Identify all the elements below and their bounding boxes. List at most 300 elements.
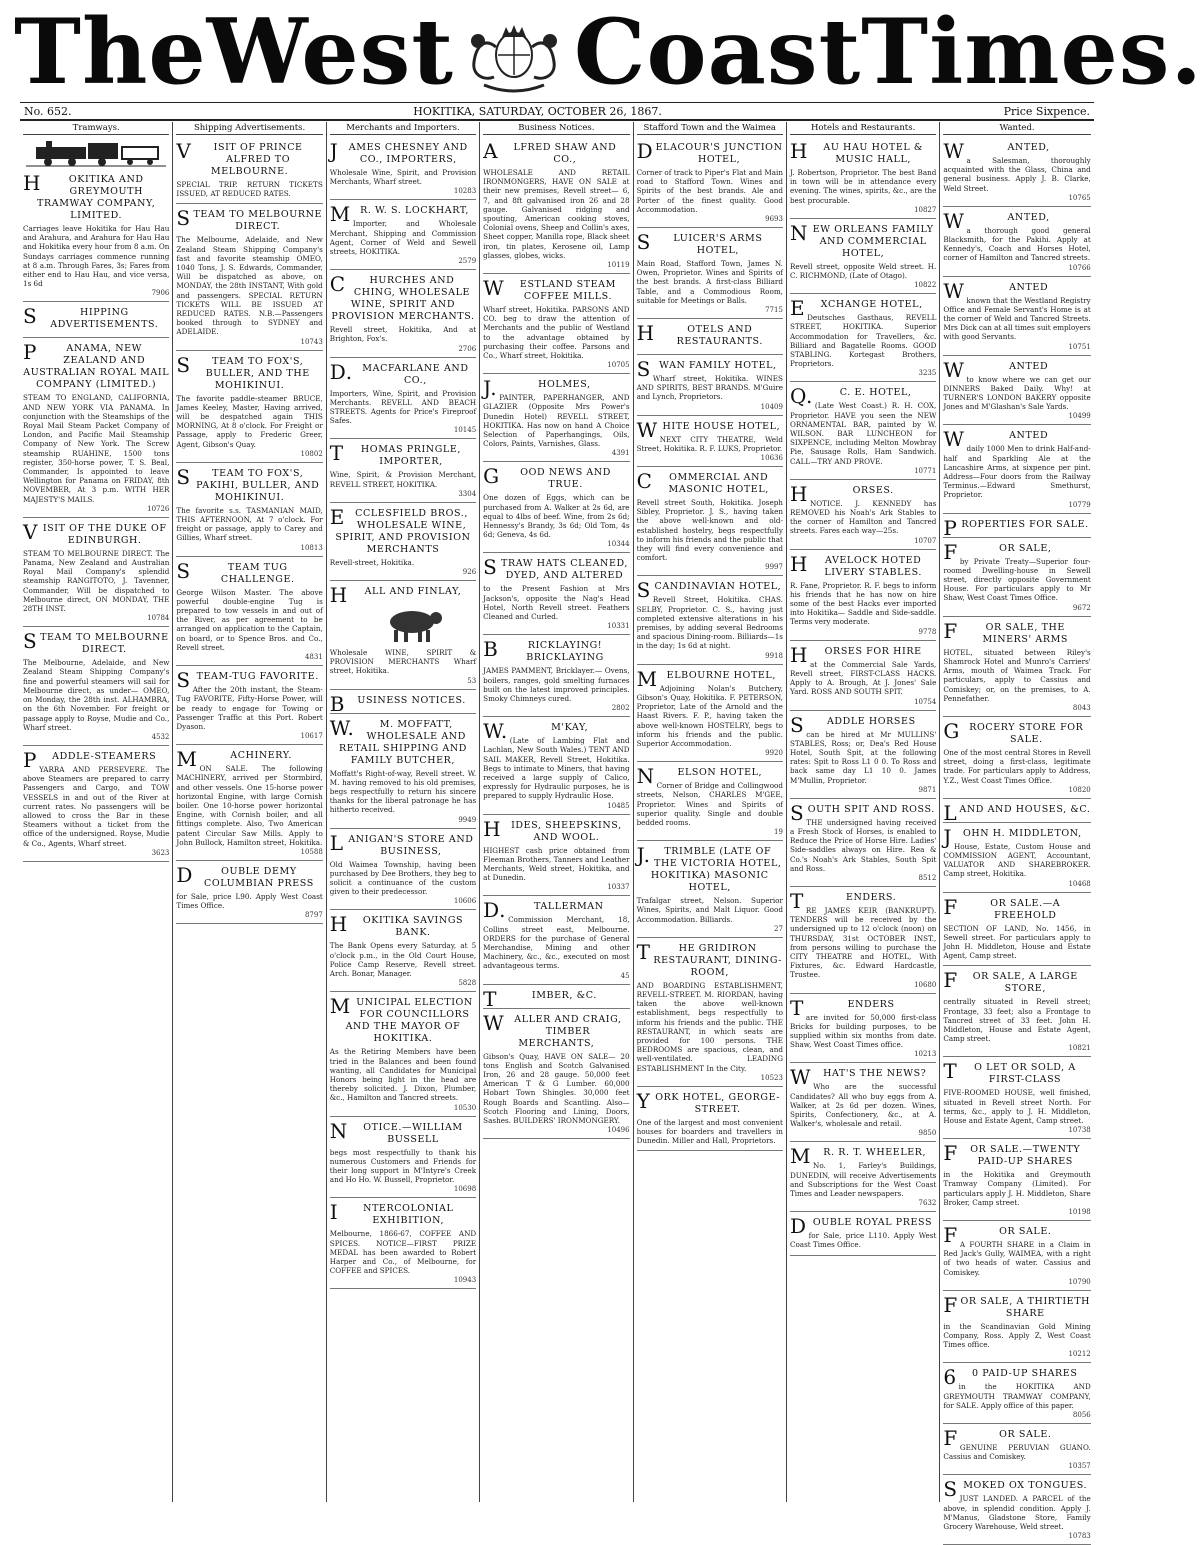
column-3 [327, 122, 480, 1502]
advertisement [483, 898, 629, 984]
advertisement [483, 1011, 629, 1140]
ad-title: FOR SALE. [943, 1426, 1052, 1451]
ad-reference-number: 4532 [151, 732, 170, 741]
ad-reference-number: 10331 [607, 622, 630, 631]
advertisement [330, 912, 476, 992]
ad-reference-number: 9871 [918, 785, 937, 794]
ad-title: FOR SALE. [943, 1222, 1052, 1247]
ad-body: can be hired at Mr MULLINS' STABLES, Ross; or, Dea's Red House Hotel, South Spit, at the following rates: Spit to Ross L1 0 0. To Ross and back same day L1 10 0. James M'Mullin, Proprietor. [789, 729, 937, 785]
ad-reference-number: 10813 [300, 543, 323, 552]
advertisement [637, 843, 783, 938]
ad-body: The Melbourne, Adelaide, and New Zealand Steam Shipping Company's fine and powerful steamers will sail for Melbourne direct, as under— OMEO, on Monday, the 28th inst. ALHAMBRA, on the 6th November. For freight or passage apply to Royse, Mudie and Co., Wharf street. [23, 658, 170, 732]
ad-body: Wholesale WINE, SPIRIT & PROVISION MERCHANTS Wharf street, Hokitika. [329, 648, 477, 676]
ad-title: WANTED, [943, 208, 1050, 233]
ad-reference-number: 4831 [304, 653, 323, 662]
ad-title: W.M. MOFFATT, WHOLESALE AND RETAIL SHIPPING AND FAMILY BUTCHER, [329, 715, 467, 766]
ad-body: A FOURTH SHARE in a Claim in Red Jack's Gully, WAIMEA, with a right of two heads of water. Cassius and Comiskey. [943, 1239, 1091, 1277]
ad-title: FOR SALE, A LARGE STORE, [943, 968, 1078, 995]
columns [20, 122, 1094, 1541]
advertisement [637, 139, 783, 228]
advertisement [176, 206, 322, 350]
dateline: HOKITIKA, SATURDAY, OCTOBER 26, 1867. [413, 104, 662, 118]
advertisement [330, 583, 476, 690]
advertisement [790, 482, 936, 550]
advertisement [637, 764, 783, 841]
ad-title: FOR SALE, A THIRTIETH SHARE [943, 1292, 1091, 1319]
ad-body: Revell street, opposite Weld street. H. C. RICHMOND, (Late of Otago). [789, 261, 937, 281]
ad-reference-number: 10530 [453, 1103, 477, 1112]
advertisement [330, 360, 476, 440]
ad-body: STEAM TO ENGLAND, CALIFORNIA, AND NEW YORK VIA PANAMA. In conjunction with the Steamships of the Royal Mail Steam Packet Company of London, and Pacific Mail Steamship Company of New York. The Screw steamship RUAHINE, 1500 tons register, 350-horse power, T. S. Beal, Commander, Is appointed to leave Wellington for Panama on FRIDAY, 8th NOVEMBER, At 3 p.m. WITH HER MAJESTY'S MAILS. [23, 393, 170, 504]
ad-reference-number: 7715 [765, 306, 783, 315]
ad-body: at the Commercial Sale Yards, Revell street, FIRST-CLASS HACKS. Apply to A. Brough, At J. Jones' Sale Yard. ROSS AND SOUTH SPIT. [789, 659, 937, 697]
ad-title: Q.C. E. HOTEL, [789, 384, 912, 409]
ad-reference-number: 10784 [147, 614, 170, 623]
ad-reference-number: 10212 [1068, 1350, 1091, 1359]
ad-title: STEAM TO FOX'S, BULLER, AND THE MOHIKINUI. [176, 352, 310, 391]
ad-body: House, Estate, Custom House and COMMISSION AGENT, Accountant, VALUATOR AND SHAREBROKER. Camp street, Hokitika. [943, 841, 1091, 879]
ad-reference-number: 3623 [151, 848, 170, 857]
ad-title: 60 PAID-UP SHARES [943, 1365, 1078, 1390]
advertisement [176, 353, 322, 463]
advertisement [943, 1426, 1090, 1475]
ad-reference-number: 9918 [765, 651, 783, 660]
ad-title: STEAM TUG CHALLENGE. [176, 558, 295, 585]
advertisement [483, 555, 629, 635]
ad-body: SECTION OF LAND, No. 1456, in Sewell street. For particulars apply to John H. Middleton, House and Estate Agent, Camp street. [943, 923, 1091, 961]
ad-body: The favorite paddle-steamer BRUCE, James Keeley, Master, Having arrived, will be despatched again THIS MORNING, At 8 o'clock. For Freight or Passage, apply to Frederic Greer, Agent, Gibson's Quay. [176, 393, 323, 449]
advertisement [637, 1089, 783, 1152]
ad-body: for Sale, price L90. Apply West Coast Times Office. [176, 891, 323, 911]
masthead-word-4: Times. [861, 0, 1203, 105]
ad-body: Revell Street, Hokitika. CHAS. SELBY, Proprietor. C. S., having just completed extensive alterations in his premises, by adding several Bedrooms and spacious Dining-room. Billiards—1s in the day; 1s 6d at night. [636, 595, 783, 651]
ad-body: Wharf street, Hokitika. PARSONS AND CO. beg to draw the attention of Merchants and the public of Westland to the advantage obtained by purchasing their coffee. Parsons and Co., Wharf street, Hokitika. [483, 305, 630, 361]
ad-reference-number: 8043 [1072, 703, 1091, 712]
ad-reference-number: 9672 [1072, 603, 1091, 612]
ad-reference-number: 10726 [147, 504, 170, 513]
column-heading: Wanted. [943, 122, 1090, 135]
advertisement [790, 384, 936, 479]
ad-reference-number: 10738 [1068, 1126, 1091, 1135]
ad-title: STEAM TO MELBOURNE DIRECT. [176, 206, 323, 233]
ad-body: One of the most central Stores in Revell street, doing a first-class, legitimate trade. For particulars apply to Address, Y.Z., West Coast Times Office. [943, 747, 1091, 785]
advertisement [790, 713, 936, 799]
ad-reference-number: 9778 [918, 627, 937, 636]
ad-title: SOUTH SPIT AND ROSS. [789, 800, 935, 825]
ad-title: PROPERTIES FOR SALE. [943, 515, 1089, 540]
ad-body: No. 1, Farley's Buildings, DUNEDIN, will receive Advertisements and Subscriptions for the West Coast Times and Leader newspapers. [789, 1161, 937, 1198]
advertisement [23, 304, 169, 338]
ad-reference-number: 8056 [1072, 1411, 1091, 1420]
ad-body: WHOLESALE AND RETAIL IRONMONGERS, HAVE ON SALE at their new premises, Revell street— 6, 7, and 8ft galvanised iron 26 and 28 gauge. Galvanised ridging and spouting, American cooking stoves, Colonial ovens, Sheep and Collin's axes, Sheet copper, Manilla rope, Black sheet iron, tin plates, Kerosene oil, Lamp glasses, globes, wicks. [483, 168, 630, 260]
ad-reference-number: 9693 [765, 215, 783, 224]
advertisement [483, 464, 629, 553]
advertisement [330, 994, 476, 1116]
ad-reference-number: 10213 [914, 1050, 937, 1059]
advertisement [176, 139, 322, 204]
ad-body: SPECIAL TRIP. RETURN TICKETS ISSUED, AT REDUCED RATES. [176, 180, 323, 199]
royal-crest-icon [454, 7, 574, 97]
ad-body: R. Fane, Proprietor. R. F. begs to inform his friends that he has now on hire some of the best Hacks ever imported into Hokitika— Saddle and Side-saddle. Terms very moderate. [789, 580, 937, 627]
ad-body: As the Retiring Members have been tried in the Balances and been found wanting, all Candidates for Municipal Honors being light in the head are thereby solicited. J. Dixon, Plumber, &c., Hamilton and Tancred streets. [329, 1047, 477, 1103]
ad-reference-number: 10468 [1068, 879, 1091, 888]
ad-body: HOTEL, situated between Riley's Shamrock Hotel and Munro's Carriers' Arms, mouth of Waimea Track. For particulars, apply to Cassius and Comiskey; or, on the premises, to A. Pennefather. [943, 647, 1091, 703]
ad-body: are invited for 50,000 first-class Bricks for building purposes, to be supplied within six months from date. Shaw, West Coast Times office. [789, 1012, 937, 1050]
advertisement [943, 516, 1090, 538]
ad-title: VISIT OF PRINCE ALFRED TO MELBOURNE. [176, 139, 303, 177]
advertisement [330, 831, 476, 911]
advertisement [330, 505, 476, 581]
ad-reference-number: 10766 [1068, 263, 1091, 272]
advertisement [330, 716, 476, 829]
ad-reference-number: 8512 [918, 873, 937, 882]
ad-title: FOR SALE, THE MINERS' ARMS [943, 618, 1069, 645]
ad-reference-number: 10783 [1068, 1532, 1091, 1541]
advertisement [943, 279, 1090, 356]
advertisement [790, 1144, 936, 1212]
ad-title: THE GRIDIRON RESTAURANT, DINING-ROOM, [636, 939, 783, 978]
ad-body: RE JAMES KEIR (BANKRUPT). TENDERS will be received by the undersigned up to 12 o'clock (noon) on THURSDAY, 31st OCTOBER INST., from persons willing to purchase the CITY THEATRE and HOTEL, With Fixtures, &c. Edward Hardcastle, Trustee. [789, 905, 937, 980]
advertisement [790, 1065, 936, 1142]
ad-title: WHAT'S THE NEWS? [789, 1065, 927, 1090]
advertisement [943, 968, 1090, 1057]
advertisement [330, 441, 476, 502]
ad-reference-number: 10821 [1068, 1044, 1091, 1053]
ad-title: VISIT OF THE DUKE OF EDINBURGH. [23, 519, 167, 546]
advertisement [943, 358, 1090, 426]
ad-title: BUSINESS NOTICES. [329, 691, 466, 716]
ad-reference-number: 10705 [607, 361, 630, 370]
ad-body: known that the Westland Registry Office and Female Servant's Home is at the corner of Weld and Tancred Streets. Mrs Dick can at all times suit employers with good Servants. [943, 295, 1091, 342]
advertisement [23, 748, 169, 862]
advertisement [790, 1214, 936, 1255]
column-heading: Business Notices. [483, 122, 629, 135]
ad-reference-number: 7632 [918, 1199, 937, 1208]
ad-reference-number: 10771 [914, 466, 937, 475]
ad-body: NOTICE. J. KENNEDY has REMOVED his Noah's Ark Stables to the corner of Hamilton and Tancred streets. Fares each way—25s. [789, 498, 937, 536]
ad-title: HOKITIKA SAVINGS BANK. [329, 912, 464, 939]
advertisement [790, 643, 936, 711]
ad-body: After the 20th instant, the Steam-Tug FAVORITE, Fifty-Horse Power, will be ready to engage for Towing or Passenger Traffic at this Port. Robert Dyason. [176, 685, 323, 731]
ad-title: PADDLE-STEAMERS [23, 747, 157, 772]
advertisement [23, 340, 169, 517]
column-5 [634, 122, 787, 1502]
ad-reference-number: 8797 [304, 911, 323, 920]
ad-title: HORSES FOR HIRE [789, 642, 922, 667]
column-heading: Merchants and Importers. [330, 122, 476, 135]
ad-title: TO LET OR SOLD, A FIRST-CLASS [943, 1059, 1076, 1086]
ad-title: HAVELOCK HOTED LIVERY STABLES. [789, 551, 922, 578]
advertisement [637, 357, 783, 416]
ad-title: MACHINERY. [176, 747, 292, 772]
ad-body: Melbourne, 1866-67, COFFEE AND SPICES. NOTICE—FIRST PRIZE MEDAL has been awarded to Robert Harper and Co., of Melbourne, for COFFEE and SPICES. [329, 1229, 477, 1276]
ad-title: BRICKLAYING! BRICKLAYING [483, 637, 604, 664]
ad-title: SMOKED OX TONGUES. [943, 1477, 1088, 1502]
advertisement [943, 1223, 1090, 1291]
advertisement [943, 825, 1090, 893]
advertisement [176, 559, 322, 666]
ad-reference-number: 10765 [1068, 193, 1091, 202]
ad-reference-number: 9997 [765, 563, 783, 572]
ad-reference-number: 926 [462, 568, 477, 577]
ad-title: HOTELS AND RESTAURANTS. [636, 321, 763, 348]
advertisement [330, 1119, 476, 1199]
advertisement [483, 817, 629, 897]
advertisement [790, 889, 936, 994]
advertisement [23, 520, 169, 627]
ad-title: STEAM-TUG FAVORITE. [176, 668, 319, 693]
ad-title: TENDERS [789, 995, 895, 1020]
ad-body: One of the largest and most convenient houses for boarders and travellers in Dunedin. Miller and Hall, Proprietors. [636, 1117, 783, 1146]
ad-reference-number: 10496 [607, 1126, 630, 1135]
ad-title: GOOD NEWS AND TRUE. [483, 464, 612, 491]
column-heading: Shipping Advertisements. [176, 122, 322, 135]
ad-reference-number: 10751 [1068, 342, 1091, 351]
advertisement [483, 376, 629, 462]
advertisement [790, 221, 936, 294]
ad-body: FIVE-ROOMED HOUSE, well finished, situated in Revell street North. For terms, &c., apply to J. H. Middleton, House and Estate Agent, Camp street. [943, 1088, 1091, 1125]
ad-body: STEAM TO MELBOURNE DIRECT. The Panama, New Zealand and Australian Royal Mail Company's splendid steamship RANGITOTO, J. Tavenner, Commander, Will be dispatched to Melbourne direct, ON MONDAY, THE 28TH INST. [23, 548, 170, 614]
ad-reference-number: 10743 [300, 337, 323, 346]
ad-reference-number: 10779 [1068, 500, 1091, 509]
ad-reference-number: 10145 [453, 426, 477, 435]
ad-reference-number: 9920 [765, 749, 783, 758]
ad-title: DELACOUR'S JUNCTION HOTEL, [636, 139, 783, 165]
advertisement [790, 139, 936, 219]
ad-body: Main Road, Stafford Town, James N. Owen, Proprietor. Wines and Spirits of the best brands. A first-class Billiard Table, and a Commodious Room, suitable for Meetings or Balls. [636, 259, 783, 305]
ad-body: Revell street South, Hokitika. Joseph Sibley, Proprietor. J. S., having taken the above well-known and old-established hostelry, begs respectfully to inform his friends and the public that they will find every convenience and comfort. [636, 498, 783, 563]
ad-body: Importer, and Wholesale Merchant, Shipping and Commission Agent, Corner of Weld and Sewell streets, HOKITIKA. [329, 219, 477, 257]
advertisement [637, 321, 783, 355]
advertisement [483, 637, 629, 717]
ad-title: WHITE HOUSE HOTEL, [636, 417, 781, 442]
advertisement [943, 427, 1090, 513]
ad-body: George Wilson Master. The above powerful double-engine Tug is prepared to tow vessels in and out of the River, as per agreement to be arranged on application to the Captain, on board, or to Spence Bros. and Co., Revell street. [176, 587, 323, 652]
advertisement [330, 1200, 476, 1289]
ad-reference-number: 19 [774, 828, 783, 837]
ad-title: MR. R. T. WHEELER, [789, 1144, 927, 1169]
ad-body: JUST LANDED. A PARCEL of the above, in splendid condition. Apply J. M'Manus, Gladstone Store, Family Grocery Warehouse, Weld street. [943, 1494, 1091, 1532]
ad-reference-number: 10802 [300, 449, 323, 458]
ad-title: J.HOLMES, [483, 376, 591, 401]
advertisement [943, 1293, 1090, 1364]
ad-body: Carriages leave Hokitika for Hau Hau and Arahura, and Arahura for Hau Hau and Hokitika every hour from 8 a.m. On Sundays carriages commence running at 8 a.m. Through Fares, 3s; Fares from either end to Hau Hau, and vice versa, 1s 6d [23, 224, 170, 289]
column-2 [173, 122, 326, 1502]
ox-illustration-icon [378, 602, 448, 644]
ad-body: (Late West Coast.) R. H. COX, Proprietor. HAVE you seen the NEW ORNAMENTAL BAR, painted by W. WILSON. BAR LUNCHEON for SIXPENCE, including Melton Mowbray Pie, Sausage Rolls, Ham Sandwich. CALL—TRY AND PROVE. [789, 401, 937, 466]
ad-body: Revell street, Hokitika, And at Brighton, Fox's. [329, 325, 477, 344]
ad-title: STEAM TO MELBOURNE DIRECT. [23, 629, 169, 656]
advertisement [637, 469, 783, 576]
advertisement [330, 272, 476, 357]
ad-reference-number: 10754 [914, 697, 937, 706]
ad-title: STRAW HATS CLEANED, DYED, AND ALTERED [483, 555, 628, 582]
ad-reference-number: 3235 [918, 369, 937, 378]
advertisement [637, 230, 783, 319]
ad-body: centrally situated in Revell street; Frontage, 33 feet; also a Frontage to Tancred street of 33 feet. John H. Middleton, House and Estate Agent, Camp street. [943, 997, 1091, 1044]
issue-number: No. 652. [24, 104, 72, 118]
ad-body: NEXT CITY THEATRE, Weld Street, Hokitika. R. F. LUKS, Proprietor. [636, 434, 783, 453]
ad-title: MR. W. S. LOCKHART, [329, 202, 469, 227]
ad-title: LANIGAN'S STORE AND BUSINESS, [329, 830, 474, 857]
ad-title: HIDES, SHEEPSKINS, AND WOOL. [483, 816, 622, 843]
ad-body: PAINTER, PAPERHANGER, AND GLAZIER (Opposite Mrs Power's Dunedin Hotel) REVELL STREET, HOKITIKA. Has now on hand A Choice Selection of Paperhangings, Oils, Colors, Paints, Varnishes, Glass. [483, 393, 630, 449]
ad-body: (Late of Lambing Flat and Lachlan, New South Wales.) TENT AND SAIL MAKER, Revell Street, Hokitika. Begs to intimate to Miners, that having received a large supply of Calico, expressly for Hydraulic purposes, he is prepared to supply Hydraulic Hose. [483, 736, 630, 801]
ad-reference-number: 10606 [453, 897, 477, 906]
issue-bar [20, 102, 1094, 121]
advertisement [943, 139, 1090, 207]
ad-title: EXCHANGE HOTEL, [789, 296, 923, 321]
advertisement [790, 552, 936, 641]
ad-body: in the Scandinavian Gold Mining Company, Ross. Apply Z, West Coast Times office. [943, 1321, 1091, 1350]
ad-reference-number: 10198 [1068, 1207, 1091, 1216]
advertisement [790, 996, 936, 1064]
ad-body: Wholesale Wine, Spirit, and Provision Merchants, Wharf street. [329, 168, 477, 187]
ad-body: Moffatt's Right-of-way, Revell street. W. M. having removed to his old premises, begs respectfully to return his sincere thanks for the liberal patronage he has hitherto received. [329, 768, 477, 815]
ad-title: ALFRED SHAW AND CO., [483, 139, 617, 165]
ad-title: W.M'KAY, [483, 719, 589, 744]
ad-body: ON SALE. The following MACHINERY, arrived per Stormbird, and other vessels. One 15-horse power horizontal Engine, with large Cornish boiler. One 10-horse power horizontal Engine, with Cornish boiler, and all fittings complete. Also, Two American patent Circular Saw Mills. Apply to John Bullock, Hamilton street, Hokitika. [176, 764, 323, 847]
ad-reference-number: 4391 [611, 449, 630, 458]
ad-body: daily 1000 Men to drink Half-and-half and Sparkling Ale at the Lancashire Arms, at sixpence per pint. Address—Four doors from the Railway Terminus.—Edward Smethurst, Proprietor. [943, 444, 1091, 500]
ad-reference-number: 10588 [300, 847, 323, 856]
ad-body: Adjoining Nolan's Butchery, Gibson's Quay, Hokitika. F. PETERSON, Proprietor, Late of the Arnold and the Haast Rivers. F. P., having taken the above well-known HOSTELRY, begs to inform his friends and the public. Superior Accommodation. [636, 683, 783, 748]
ad-reference-number: 7906 [151, 289, 170, 298]
ad-title: GROCERY STORE FOR SALE. [943, 718, 1084, 745]
ad-reference-number: 10680 [914, 980, 937, 989]
advertisement [330, 202, 476, 270]
advertisement [943, 1365, 1090, 1424]
ad-title: PANAMA, NEW ZEALAND AND AUSTRALIAN ROYAL MAIL COMPANY (LIMITED.) [23, 340, 170, 391]
advertisement [176, 747, 322, 861]
advertisement [637, 578, 783, 664]
ad-title: WANTED [943, 278, 1049, 303]
ad-title: JAMES CHESNEY AND CO., IMPORTERS, [329, 139, 468, 165]
ad-body: One dozen of Eggs, which can be purchased from A. Walker at 2s 6d, are equal to 4lbs of beef. Wine, from 2s 6d; Hennessy's Brandy, 3s 6d; Old Tom, 4s 6d; Geneva, 4s 6d. [483, 493, 630, 540]
advertisement [943, 209, 1090, 277]
ad-title: TENDERS. [789, 888, 897, 913]
advertisement [23, 629, 169, 746]
ad-title: COMMERCIAL AND MASONIC HOTEL, [636, 469, 769, 496]
masthead [14, 0, 1203, 105]
ad-reference-number: 10523 [760, 1073, 783, 1082]
ad-reference-number: 3304 [458, 489, 477, 498]
ad-reference-number: 53 [467, 676, 477, 685]
ad-body: JAMES PAMMENT, Bricklayer.— Ovens, boilers, ranges, gold smelting furnaces built on the latest improved principles. Smoky Chimneys cured. [483, 666, 630, 703]
column-1 [20, 122, 173, 1502]
ad-reference-number: 2579 [458, 257, 477, 266]
ad-title: WANTED, [943, 139, 1050, 163]
ad-body: Corner of track to Piper's Flat and Main road to Stafford Town. Wines and Spirits of the best brands. Ale and Porter of the finest quality. Good Accommodation. [636, 168, 783, 214]
ad-title: NEW ORLEANS FAMILY AND COMMERCIAL HOTEL, [789, 220, 934, 259]
masthead-word-2: West [206, 0, 454, 105]
advertisement [943, 1141, 1090, 1221]
advertisement [637, 940, 783, 1087]
ad-title: HALL AND FINLAY, [329, 583, 462, 608]
advertisement [483, 139, 629, 274]
ad-reference-number: 10485 [607, 801, 630, 810]
ad-body: J. Robertson, Proprietor. The best Band in town will be in attendance every evening. The wines, spirits, &c., are the best procurable. [789, 168, 937, 205]
column-7 [940, 122, 1093, 1541]
advertisement [483, 276, 629, 374]
advertisement [330, 139, 476, 200]
ad-reference-number: 10827 [914, 205, 937, 214]
advertisement [176, 465, 322, 557]
ad-body: Importers, Wine, Spirit, and Provision Merchants. REVELL AND BEACH STREETS. Agents for Price's Fireproof Safes. [329, 388, 477, 426]
ad-reference-number: 2706 [458, 344, 477, 353]
advertisement [483, 987, 629, 1009]
ad-title: D.TALLERMAN [483, 898, 604, 923]
ad-title: WANTED [943, 427, 1049, 452]
ad-title: D.MACFARLANE AND CO., [329, 359, 469, 386]
ad-body: a thorough good general Blacksmith, for the Pakihi. Apply at Kennedy's, Coach and Horses Hotel, corner of Hamilton and Tancred streets. [943, 225, 1091, 263]
ad-body: The Bank Opens every Saturday, at 5 o'clock p.m., in the Old Court House, Police Camp Reserve, Revell street. Arch. Bonar, Manager. [329, 941, 477, 979]
ad-title: DOUBLE DEMY COLUMBIAN PRESS [176, 862, 314, 889]
ad-title: FOR SALE.—TWENTY PAID-UP SHARES [943, 1141, 1081, 1168]
ad-title: STEAM TO FOX'S, PAKIHI, BULLER, AND MOHIKINUI. [176, 464, 320, 503]
advertisement [176, 863, 322, 924]
ad-body: a Salesman, thoroughly acquainted with the Glass, China and general business. Apply J. B. Clarke, Weld Street. [943, 156, 1091, 193]
ad-body: YARRA AND PERSEVERE. The above Steamers are prepared to carry Passengers and Cargo, and TOW VESSELS in and out of the River at current rates. No passengers will be allowed to cross the Bar in these Steamers without a ticket from the office of the undersigned. Royse, Mudie & Co., Agents, Wharf street. [23, 764, 170, 848]
ad-title: WANTED [943, 357, 1049, 382]
advertisement [943, 540, 1090, 617]
ad-title: TIMBER, &C. [483, 986, 597, 1011]
ad-body: GENUINE PERUVIAN GUANO. Cassius and Comiskey. [943, 1443, 1091, 1462]
ad-reference-number: 10943 [453, 1276, 477, 1285]
ad-title: WESTLAND STEAM COFFEE MILLS. [483, 276, 616, 303]
ad-body: Trafalgar street, Nelson. Superior Wines, Spirits, and Malt Liquor. Good Accommodation. Billiards. [636, 896, 783, 924]
ad-reference-number: 10617 [300, 732, 323, 741]
ad-reference-number: 5828 [458, 979, 477, 988]
ad-reference-number: 45 [620, 971, 630, 980]
ad-body: THE undersigned having received a Fresh Stock of Horses, is enabled to Reduce the Price of Horse Hire. Ladies' Side-saddles always on Hire. Rea & Co.'s Noah's Ark Stables, South Spit and Ross. [789, 817, 937, 873]
ad-reference-number: 10820 [1068, 785, 1091, 794]
ad-reference-number: 2802 [611, 704, 630, 713]
advertisement [943, 619, 1090, 717]
ad-reference-number: 10344 [607, 540, 630, 549]
ad-body: begs most respectfully to thank his numerous Customers and Friends for their long support in M'Intyre's Creek and Ho Ho. W. Bussell, Proprietor. [329, 1147, 477, 1185]
ad-body: Wharf street, Hokitika. WINES AND SPIRITS, BEST BRANDS. M'Guire and Lynch, Proprietors. [636, 374, 783, 402]
ad-reference-number: 10822 [914, 281, 937, 290]
ad-body: HIGHEST cash price obtained from Fleeman Brothers, Tanners and Leather Merchants, Weld street, Hokitika, and at Dunedin. [483, 845, 630, 883]
advertisement [176, 668, 322, 745]
ad-title: ECCLESFIELD BROS., WHOLESALE WINE, SPIRIT, AND PROVISION MERCHANTS [329, 504, 471, 555]
ad-body: Corner of Bridge and Collingwood streets, Nelson, CHARLES M'GEE, Proprietor. Wines and Spirits of superior quality. Single and double bedded rooms. [636, 781, 783, 827]
advertisement [943, 801, 1090, 823]
ad-reference-number: 10636 [760, 454, 783, 463]
column-4 [480, 122, 633, 1502]
ad-title: HOKITIKA AND GREYMOUTH TRAMWAY COMPANY, LIMITED. [23, 171, 156, 221]
ad-title: SHIPPING ADVERTISEMENTS. [23, 304, 159, 331]
ad-title: HORSES. [789, 481, 894, 506]
ad-title: FOR SALE.—A FREEHOLD [943, 894, 1061, 921]
ad-body: AND BOARDING ESTABLISHMENT, REVELL-STREET. M. RIORDAN, having taken the above well-known establishment, begs respectfully to inform his friends and the public. THE RESTAURANT, in which seats are provided for 100 persons. THE BEDROOMS are spacious, clean, and well-ventilated. LEADING ESTABLISHMENT In the City. [636, 980, 783, 1073]
advertisement [330, 692, 476, 714]
ad-body: Revell-street, Hokitika. [329, 557, 415, 567]
ad-body: to the Present Fashion at Mrs Jackson's, opposite the Nag's Head Hotel, North Revell street. Feathers Cleaned and Curled. [483, 584, 630, 622]
ad-body: Who are the successful Candidates? All who buy eggs from A. Walker, at 2s 6d per dozen. Wines, Spirits, Confectionery, &c., at A. Walker's, wholesale and retail. [789, 1082, 937, 1129]
ad-title: INTERCOLONIAL EXHIBITION, [329, 1200, 454, 1227]
ad-title: SADDLE HORSES [789, 712, 916, 737]
ad-title: NOTICE.—WILLIAM BUSSELL [329, 1118, 463, 1145]
advertisement [943, 895, 1090, 967]
ad-reference-number: 10707 [914, 536, 937, 545]
advertisement [483, 719, 629, 814]
ad-body: in the Hokitika and Greymouth Tramway Company (Limited). For particulars apply J. H. Middleton, Share Broker, Camp street. [943, 1170, 1091, 1207]
ad-body: Commission Merchant, 18, Collins street east, Melbourne. ORDERS for the purchase of General Merchandise, Mining and other Machinery, &c., &c., executed on most advantageous terms. [483, 915, 630, 971]
ad-reference-number: 10499 [1068, 412, 1091, 421]
ad-title: SWAN FAMILY HOTEL, [636, 357, 777, 382]
